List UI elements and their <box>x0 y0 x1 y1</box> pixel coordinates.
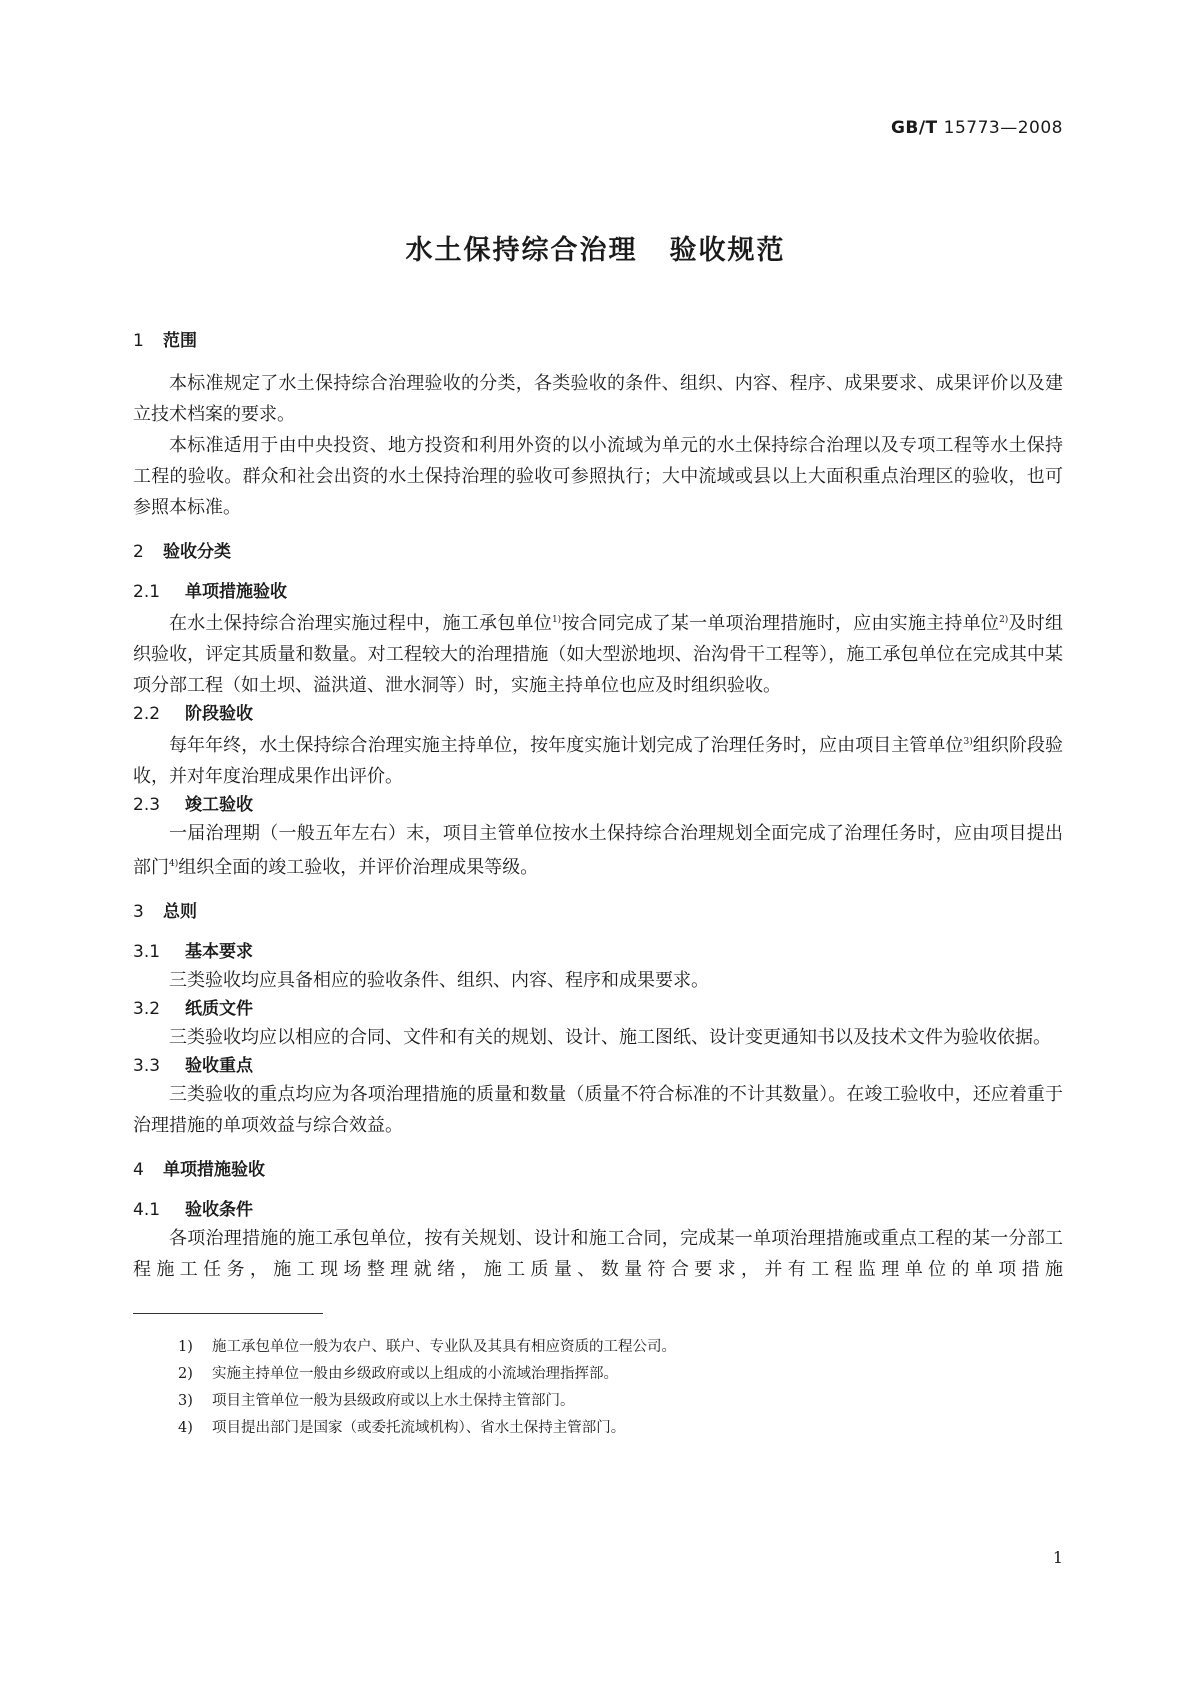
section-2-2-heading: 2.2 阶段验收 <box>133 704 253 724</box>
footnote-ref-4: 4) <box>169 859 179 869</box>
document-body <box>133 328 1063 1285</box>
section-1-paragraph-1: 本标准规定了水土保持综合治理验收的分类，各类验收的条件、组织、内容、程序、成果要求、成果评价以及建立技术档案的要求。 <box>133 373 1063 425</box>
footnote-divider <box>133 1313 323 1314</box>
section-1-paragraph-2: 本标准适用于由中央投资、地方投资和利用外资的以小流域为单元的水土保持综合治理以及专项工程等水土保持工程的验收。群众和社会出资的水土保持治理的验收可参照执行；大中流域或县以上大面积重点治理区的验收，也可参照本标准。 <box>133 435 1063 518</box>
title-part1: 水土保持综合治理 <box>405 235 638 266</box>
section-2-heading: 2 验收分类 <box>133 542 231 562</box>
footnote-ref-2: 2) <box>999 615 1009 625</box>
page-number: 1 <box>1052 1548 1063 1567</box>
section-4-1-heading: 4.1 验收条件 <box>133 1200 253 1220</box>
section-2-3-paragraph: 一届治理期（一般五年左右）末，项目主管单位按水土保持综合治理规划全面完成了治理任务时，应由项目提出部门$^{4)}$组织全面的竣工验收，并评价治理成果等级。 <box>133 823 1063 878</box>
section-2-3-heading: 2.3 竣工验收 <box>133 795 253 815</box>
section-2-2-paragraph: 每年年终，水土保持综合治理实施主持单位，按年度实施计划完成了治理任务时，应由项目主管单位$^{3)}$组织阶段验收，并对年度治理成果作出评价。 <box>133 735 1063 787</box>
section-3-2-heading: 3.2 纸质文件 <box>133 999 253 1019</box>
standard-code <box>891 118 1063 138</box>
section-2-1-paragraph: 在水土保持综合治理实施过程中，施工承包单位$^{1)}$按合同完成了某一单项治理措施时，应由实施主持单位$^{2)}$及时组织验收，评定其质量和数量。对工程较大的治理措施（如大型淤地坝、治沟骨干工程等），施工承包单位在完成其中某项分部工程（如土坝、溢洪道、泄水洞等）时，实施主持单位也应及时组织验收。 <box>133 613 1064 696</box>
section-3-heading: 3 总则 <box>133 902 197 922</box>
section-3-1-heading: 3.1 基本要求 <box>133 942 253 962</box>
footnote-1: 1) 施工承包单位一般为农户、联户、专业队及其具有相应资质的工程公司。 <box>178 1339 676 1355</box>
section-3-3-paragraph: 三类验收的重点均应为各项治理措施的质量和数量（质量不符合标准的不计其数量）。在竣工验收中，还应着重于治理措施的单项效益与综合效益。 <box>133 1084 1063 1136</box>
footnotes <box>178 1334 1063 1442</box>
section-4-heading: 4 单项措施验收 <box>133 1160 265 1180</box>
footnote-ref-3: 3) <box>963 737 973 747</box>
section-3-3-heading: 3.3 验收重点 <box>133 1056 253 1076</box>
footnote-ref-1: 1) <box>551 615 562 625</box>
section-1-heading: 1 范围 <box>133 331 197 351</box>
footnote-3: 3) 项目主管单位一般为县级政府或以上水土保持主管部门。 <box>178 1393 575 1409</box>
title-part2: 验收规范 <box>669 235 786 266</box>
document-title <box>0 228 1191 267</box>
section-4-1-paragraph: 各项治理措施的施工承包单位，按有关规划、设计和施工合同，完成某一单项治理措施或重点工程的某一分部工程施工任务，施工现场整理就绪，施工质量、数量符合要求，并有工程监理单位的单项措施 <box>133 1228 1063 1280</box>
footnote-2: 2) 实施主持单位一般由乡级政府或以上组成的小流域治理指挥部。 <box>178 1366 618 1382</box>
section-3-2-paragraph: 三类验收均应以相应的合同、文件和有关的规划、设计、施工图纸、设计变更通知书以及技术文件为验收依据。 <box>169 1027 1051 1048</box>
section-3-1-paragraph: 三类验收均应具备相应的验收条件、组织、内容、程序和成果要求。 <box>169 970 709 991</box>
standard-number: 15773—2008 <box>943 118 1063 138</box>
footnote-4: 4) 项目提出部门是国家（或委托流域机构）、省水土保持主管部门。 <box>178 1420 626 1436</box>
standard-prefix: GB/T <box>890 118 938 138</box>
section-2-1-heading: 2.1 单项措施验收 <box>133 582 287 602</box>
